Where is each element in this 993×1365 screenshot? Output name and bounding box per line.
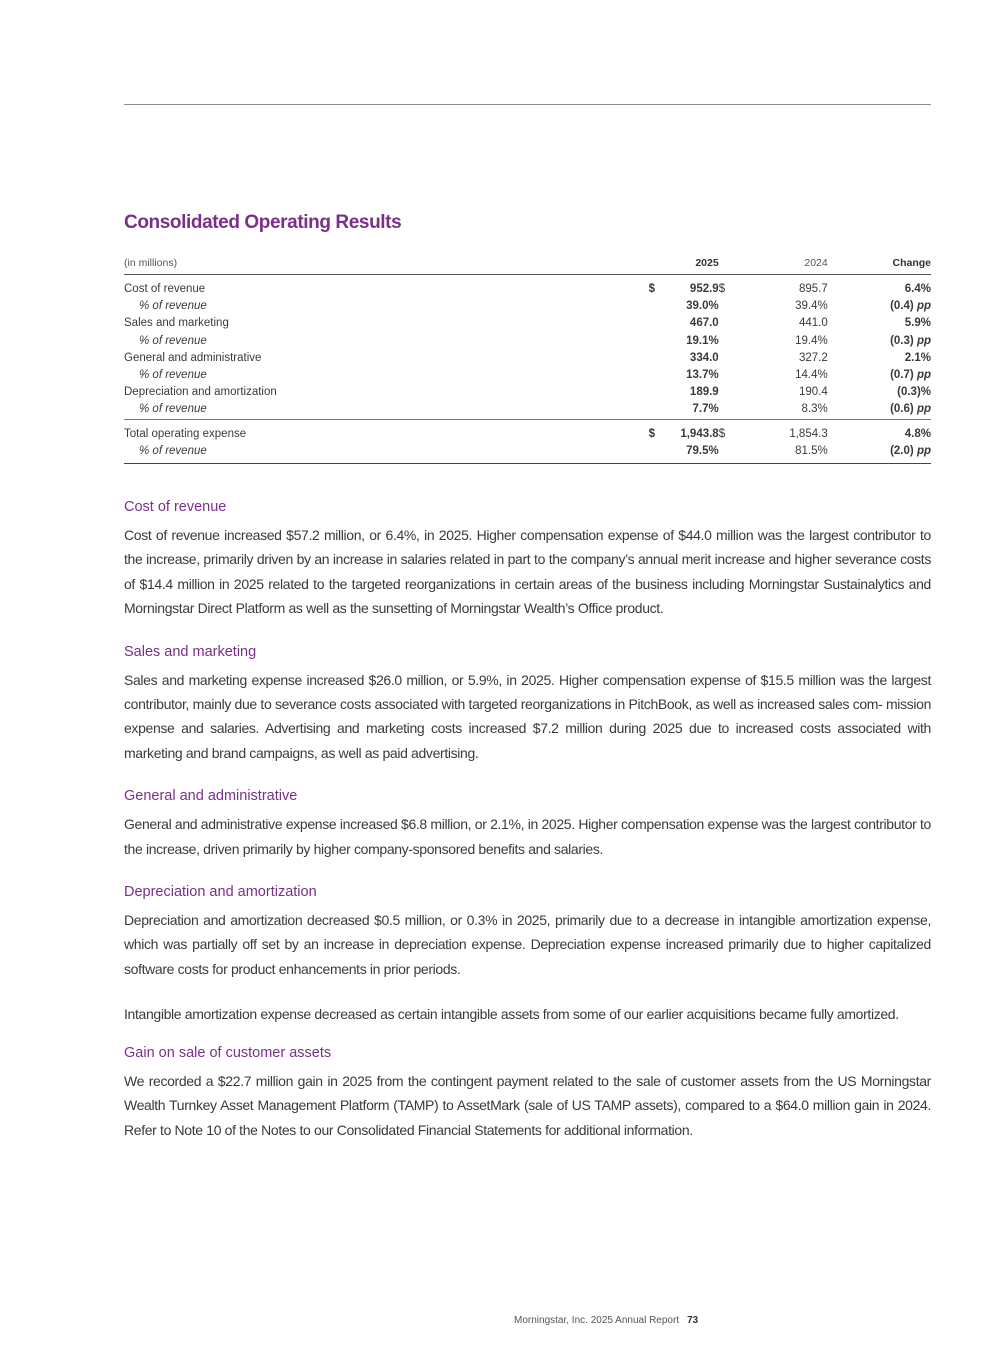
paragraph-sales-and-marketing: Sales and marketing expense increased $26.0 million, or 5.9%, in 2025. Higher compensation expense of $15.5 million was the largest contributor, mainly due to severance costs associated with targeted reorganizations in PitchBook, as well as increased sales com- mission expense and salaries. Advertising and marketing costs increased $7.2 million during 2025 due to increased costs associated with marketing and brand campaigns, as well as paid advertising.	[124, 671, 931, 761]
paragraph-gain-on-sale: We recorded a $22.7 million gain in 2025 from the contingent payment related to the sale of customer assets from the US Morningstar Wealth Turnkey Asset Management Platform (TAMP) to AssetMark (sale of US TAMP assets), compared to a $64.0 million gain in 2024. Refer to Note 10 of the Notes to our Consolidated Financial Statements for additional information.	[124, 1072, 931, 1138]
footer-text: Morningstar, Inc. 2025 Annual Report	[514, 1315, 680, 1326]
value-2024: 327.2	[798, 351, 828, 364]
value-2025: 7.7%	[692, 403, 719, 416]
table-row	[124, 275, 931, 299]
row-label: % of revenue	[139, 300, 207, 313]
value-2025: 19.1%	[686, 334, 719, 347]
value-2025: 189.9	[689, 386, 719, 399]
value-change: 5.9%	[904, 317, 931, 330]
operating-results-table	[124, 255, 931, 464]
row-label: % of revenue	[124, 443, 649, 464]
value-change: (0.3)%	[897, 386, 931, 399]
table-row	[124, 315, 931, 332]
value-change: (0.7) pp	[890, 369, 931, 382]
row-label: Depreciation and amortization	[124, 386, 277, 399]
table-row-total	[124, 419, 931, 443]
page-number: 73	[687, 1315, 699, 1326]
currency-symbol: $	[718, 283, 726, 296]
narrative-body	[124, 497, 931, 1163]
value-2025: 39.0%	[686, 300, 719, 313]
table-row	[124, 333, 931, 350]
col-change-header: Change	[828, 255, 931, 275]
pp-unit: pp	[916, 403, 931, 416]
value-2024: 8.3%	[801, 403, 828, 416]
value-2024: 81.5%	[719, 443, 828, 464]
currency-symbol: $	[648, 427, 655, 440]
value-2025: 334.0	[689, 351, 719, 364]
table-row	[124, 350, 931, 367]
value-2025: $ 952.9	[649, 275, 719, 299]
pp-unit: pp	[916, 300, 931, 313]
col-2025-header: 2025	[649, 255, 719, 275]
table-header-row	[124, 255, 931, 275]
value-change: 4.8%	[828, 419, 931, 443]
currency-symbol: $	[718, 427, 726, 440]
value-change: 6.4%	[904, 283, 931, 296]
paragraph-intangible-amortization: Intangible amortization expense decreased as certain intangible assets from some of our earlier acquisitions became fully amortized.	[124, 1006, 899, 1023]
row-label: Cost of revenue	[124, 283, 206, 296]
table-row	[124, 384, 931, 401]
row-label: % of revenue	[139, 334, 207, 347]
pp-unit: pp	[916, 334, 931, 347]
row-label: Total operating expense	[124, 419, 649, 443]
table-row	[124, 298, 931, 315]
subheading-gain-on-sale: Gain on sale of customer assets	[124, 1044, 332, 1061]
value-2025: 79.5%	[649, 443, 719, 464]
value-2024: 14.4%	[795, 369, 828, 382]
pp-unit: pp	[916, 369, 931, 382]
paragraph-cost-of-revenue: Cost of revenue increased $57.2 million, or 6.4%, in 2025. Higher compensation expense of $44.0 million was the largest contributor to the increase, primarily driven by an increase in salaries related in part to the company’s annual merit increase and higher severance costs of $14.4 million in 2025 related to the targeted reorganizations in certain areas of the business including Morningstar Sustainalytics and Morningstar Direct Platform as well as the sunsetting of Morningstar Wealth’s Office product.	[124, 527, 931, 617]
unit-label: (in millions)	[124, 255, 649, 275]
paragraph-general-and-administrative: General and administrative expense increased $6.8 million, or 2.1%, in 2025. Higher compensation expense was the largest contributor to the increase, driven primarily by higher company-sponsored benefits and salaries.	[124, 816, 931, 857]
subheading-sales-and-marketing: Sales and marketing	[124, 643, 257, 660]
col-2024-header: 2024	[719, 255, 828, 275]
page-footer	[514, 1315, 698, 1326]
row-label: % of revenue	[139, 369, 207, 382]
section-title: Consolidated Operating Results	[124, 212, 402, 233]
table-row	[124, 443, 931, 464]
value-2024: 190.4	[798, 386, 828, 399]
subheading-cost-of-revenue: Cost of revenue	[124, 499, 227, 515]
subheading-depreciation-and-amortization: Depreciation and amortization	[124, 884, 317, 901]
value-change: (0.6) pp	[890, 403, 931, 416]
subheading-general-and-administrative: General and administrative	[124, 788, 298, 805]
value-2025: 13.7%	[686, 369, 719, 382]
table-row	[124, 367, 931, 384]
top-rule	[124, 104, 931, 105]
value-2024: 441.0	[798, 317, 828, 330]
value-2024: $ 1,854.3	[719, 419, 828, 443]
value-2024: $ 895.7	[719, 275, 828, 299]
row-label: % of revenue	[139, 403, 207, 416]
value-2024: 39.4%	[795, 300, 828, 313]
row-label: General and administrative	[124, 351, 262, 364]
value-change: (0.4) pp	[890, 300, 931, 313]
currency-symbol: $	[648, 283, 655, 296]
row-label: Sales and marketing	[124, 317, 229, 330]
table-row	[124, 401, 931, 419]
value-2025: 467.0	[689, 317, 719, 330]
value-change: (0.3) pp	[890, 334, 931, 347]
pp-unit: pp	[916, 444, 931, 457]
value-2024: 19.4%	[795, 334, 828, 347]
paragraph-depreciation-and-amortization: Depreciation and amortization decreased $0.5 million, or 0.3% in 2025, primarily due to a decrease in intangible amortization expense, which was partially off set by an increase in depreciation expense. Depreciation expense increased primarily due to higher capitalized software costs for product enhancements in prior periods.	[124, 912, 931, 977]
value-2025: $ 1,943.8	[649, 419, 719, 443]
value-change: 2.1%	[904, 351, 931, 364]
value-change: (2.0) pp	[828, 443, 931, 464]
